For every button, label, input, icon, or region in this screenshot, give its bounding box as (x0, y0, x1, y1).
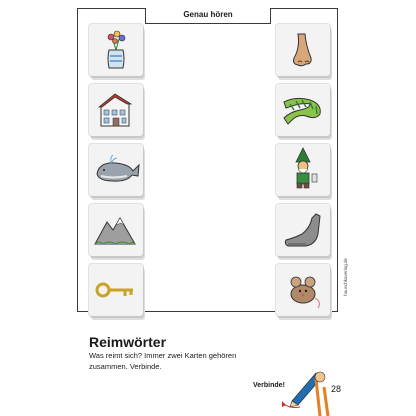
shoe-icon (276, 204, 330, 256)
frame-title: Genau hören (145, 8, 271, 24)
key-icon (89, 264, 143, 316)
card-scarf[interactable] (276, 84, 330, 136)
publisher-label: hauschkaverlag.de (343, 258, 348, 296)
flower-vase-icon (89, 24, 143, 76)
house-icon (89, 84, 143, 136)
card-nose[interactable] (276, 24, 330, 76)
mountain-icon (89, 204, 143, 256)
gnome-icon (276, 144, 330, 196)
section-heading: Reimwörter (89, 334, 167, 350)
card-whale[interactable] (89, 144, 143, 196)
scarf-icon (276, 84, 330, 136)
card-mountain[interactable] (89, 204, 143, 256)
nose-icon (276, 24, 330, 76)
instructions-text: Was reimt sich? Immer zwei Karten gehören zusammen. Verbinde. (89, 351, 237, 371)
mouse-icon (276, 264, 330, 316)
card-flower-vase[interactable] (89, 24, 143, 76)
card-key[interactable] (89, 264, 143, 316)
card-house[interactable] (89, 84, 143, 136)
page-number: 28 (331, 384, 342, 394)
connect-label: Verbinde! (253, 382, 285, 389)
card-shoe[interactable] (276, 204, 330, 256)
card-mouse[interactable] (276, 264, 330, 316)
card-gnome[interactable] (276, 144, 330, 196)
whale-icon (89, 144, 143, 196)
